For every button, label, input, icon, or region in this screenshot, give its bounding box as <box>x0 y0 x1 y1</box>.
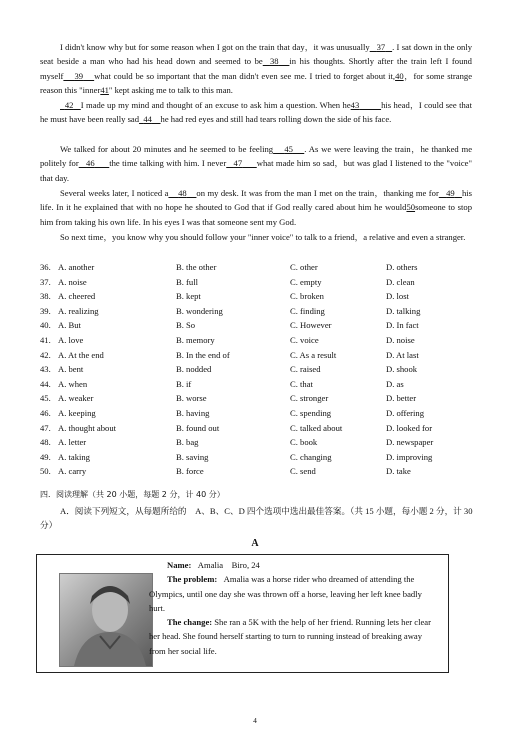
option-row <box>40 348 480 363</box>
option-d: D. shook <box>386 364 418 375</box>
option-c: C. finding <box>290 305 325 316</box>
passage-letter: A <box>251 538 259 549</box>
option-row <box>40 464 480 479</box>
option-d: D. offering <box>386 407 425 418</box>
option-b: B. memory <box>176 334 215 345</box>
change-label: The change: <box>167 617 213 628</box>
section-instruction: A．阅读下列短文，从每题所给的 A、B、C、D 四个选项中选出最佳答案。（共 15 小题，每小题 2 分，计 30 分） <box>40 506 473 530</box>
option-a: A. another <box>58 262 95 272</box>
option-b: B. saving <box>176 451 209 462</box>
option-d: D. lost <box>386 291 409 302</box>
option-row <box>40 260 480 275</box>
blank-42: 42 <box>64 100 74 110</box>
blank-46: 46 <box>86 158 95 169</box>
option-c: C. talked about <box>290 422 343 433</box>
blank-40: 40 <box>395 70 404 81</box>
option-row <box>40 362 480 377</box>
question-number: 39. <box>40 305 51 316</box>
option-b: B. nodded <box>176 364 212 375</box>
option-a: A. letter <box>58 437 87 448</box>
option-row <box>40 435 480 450</box>
problem-text: Amalia was a horse rider who dreamed of attending the Olympics, until one day she was thrown off a horse, leaving her left knee badly hurt. <box>149 574 422 613</box>
question-number: 50. <box>40 466 51 477</box>
option-d: D. talking <box>386 305 421 316</box>
option-d: D. newspaper <box>386 437 434 448</box>
option-d: D. others <box>386 262 418 272</box>
blank-37: 37 <box>376 42 386 52</box>
option-b: B. force <box>176 466 204 477</box>
option-b: B. if <box>176 378 192 389</box>
name-value: Amalia Biro, 24 <box>197 560 260 570</box>
option-row <box>40 304 480 319</box>
option-a: A. cheered <box>58 291 96 302</box>
question-number: 44. <box>40 378 51 389</box>
question-number: 38. <box>40 291 51 302</box>
option-c: C. that <box>290 378 313 389</box>
option-a: A. At the end <box>58 349 104 360</box>
option-c: C. As a result <box>290 349 337 360</box>
option-row <box>40 450 480 465</box>
option-a: A. love <box>58 334 84 345</box>
option-row <box>40 289 480 304</box>
option-c: C. other <box>290 262 318 272</box>
option-d: D. noise <box>386 334 415 345</box>
question-number: 49. <box>40 451 51 462</box>
option-c: C. raised <box>290 364 321 375</box>
option-b: B. full <box>176 276 198 287</box>
change-text: She ran a 5K with the help of her friend. Running lets her clear her head. She found herself starting to turn to running instead of breaking away from her social life. <box>149 617 431 656</box>
profile-photo <box>59 573 153 667</box>
option-row <box>40 275 480 290</box>
option-c: C. book <box>290 437 318 448</box>
question-number: 43. <box>40 364 51 375</box>
option-a: A. But <box>58 320 81 331</box>
option-d: D. better <box>386 393 417 404</box>
question-number: 41. <box>40 334 51 345</box>
option-d: D. clean <box>386 276 415 287</box>
option-a: A. keeping <box>58 407 96 418</box>
question-number: 42. <box>40 349 51 360</box>
option-row <box>40 391 480 406</box>
option-d: D. looked for <box>386 422 433 433</box>
question-number: 40. <box>40 320 51 331</box>
portrait-image <box>60 574 152 666</box>
question-number: 47. <box>40 422 51 433</box>
option-a: A. bent <box>58 364 84 375</box>
option-row <box>40 333 480 348</box>
question-number: 48. <box>40 437 51 448</box>
option-a: A. taking <box>58 451 90 462</box>
option-c: C. voice <box>290 334 319 345</box>
option-d: D. improving <box>386 451 433 462</box>
problem-label: The problem: <box>167 574 218 585</box>
option-c: C. stronger <box>290 393 329 404</box>
option-b: B. worse <box>176 393 207 404</box>
profile-card <box>36 554 449 673</box>
blank-44: 44 <box>143 114 152 125</box>
paragraph-5: So next time，you know why you should follow your "inner voice" to talk to a friend，a relative and even a stranger. <box>60 232 466 242</box>
option-a: A. weaker <box>58 393 94 404</box>
option-row <box>40 421 480 436</box>
blank-50: 50 <box>406 202 416 213</box>
name-label: Name: <box>167 560 192 570</box>
blank-47: 47 <box>233 158 243 169</box>
option-a: A. carry <box>58 466 87 477</box>
option-c: C. empty <box>290 276 322 287</box>
profile-text <box>149 558 439 658</box>
question-number: 37. <box>40 276 51 287</box>
option-row <box>40 318 480 333</box>
blank-39: 39 <box>74 70 84 81</box>
answer-options-table <box>40 260 480 479</box>
blank-45: 45 <box>284 144 293 154</box>
blank-38: 38 <box>269 56 279 67</box>
option-a: A. thought about <box>58 422 117 433</box>
paragraph-4: Several weeks later, I noticed a 48 on my desk. It was from the man I met on the train，thanking me for 49 his life. In it he explained that with no hope he shouted to God that if God really cared about him he would50someone to stop him from taking his own life. In his eyes I was that someone sent my God. <box>40 188 472 227</box>
option-d: D. take <box>386 466 411 477</box>
option-d: D. as <box>386 378 404 389</box>
blank-48: 48 <box>178 188 187 198</box>
blank-43: 43 <box>350 100 360 110</box>
option-b: B. bag <box>176 437 199 448</box>
option-c: C. changing <box>290 451 332 462</box>
option-row <box>40 377 480 392</box>
blank-49: 49 <box>446 188 455 198</box>
option-d: D. At last <box>386 349 419 360</box>
option-c: C. However <box>290 320 332 331</box>
option-b: B. wondering <box>176 305 223 316</box>
option-a: A. noise <box>58 276 87 287</box>
option-a: A. when <box>58 378 88 389</box>
page-number: 4 <box>253 716 257 725</box>
option-c: C. broken <box>290 291 324 302</box>
option-d: D. In fact <box>386 320 419 331</box>
option-b: B. found out <box>176 422 220 433</box>
paragraph-1: I didn't know why but for some reason when I got on the train that day，it was unusually 37 . I sat down in the only seat beside a man who had his head down and seemed to be 38 in his thoughts. Shortly after the train left I found myself 39 what could be so important that the man didn't even see me. I tried to forget about it,40，for some strange reason this "inner41" kept asking me to talk to this man. <box>40 42 473 95</box>
paragraph-2: 42 I made up my mind and thought of an excuse to ask him a question. When he43 his head，I could see that he must have been really sad 44 he had red eyes and still had tears rolling down the side of his face. <box>40 100 472 125</box>
option-a: A. realizing <box>58 305 99 316</box>
option-row <box>40 406 480 421</box>
question-number: 36. <box>40 262 51 272</box>
option-b: B. So <box>176 320 196 331</box>
option-b: B. the other <box>176 262 217 272</box>
option-b: B. having <box>176 407 210 418</box>
section-heading: 四．阅读理解（共 20 小题，每题 2 分，计 40 分） <box>40 490 225 499</box>
option-b: B. kept <box>176 291 201 302</box>
option-b: B. In the end of <box>176 349 230 360</box>
option-c: C. spending <box>290 407 332 418</box>
blank-41: 41 <box>100 84 109 95</box>
option-c: C. send <box>290 466 316 477</box>
question-number: 46. <box>40 407 51 418</box>
paragraph-3: We talked for about 20 minutes and he seemed to be feeling 45 . As we were leaving the train，he thanked me politely for 46 the time talking with him. I never 47 what made him so sad，but was glad I listened to the "voice" that day. <box>40 144 473 183</box>
question-number: 45. <box>40 393 51 404</box>
